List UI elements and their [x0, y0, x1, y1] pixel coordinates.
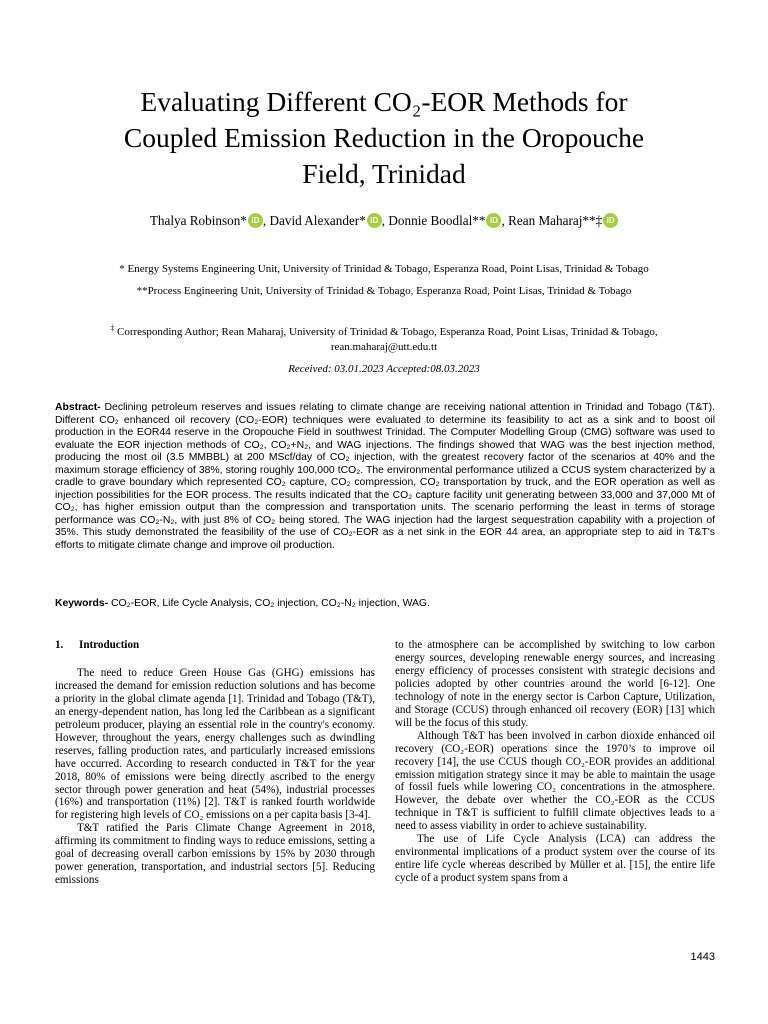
keywords-label: Keywords- — [55, 598, 109, 609]
page-number: 1443 — [690, 951, 715, 963]
author-mark: ** — [472, 213, 486, 228]
corresponding-email[interactable]: rean.maharaj@utt.edu.tt — [330, 341, 438, 353]
section-title: Introduction — [79, 639, 140, 651]
section-heading — [55, 639, 375, 652]
title-line: Field, Trinidad — [302, 158, 466, 189]
author-mark: * — [240, 213, 247, 228]
corresponding-text: Corresponding Author; Rean Maharaj, University of Trinidad & Tobago, Esperanza Road, Point Lisas, Trinidad & Tobago, — [117, 326, 658, 338]
author-name: David Alexander — [269, 213, 360, 228]
paper-title — [60, 84, 708, 192]
corresponding-author — [50, 325, 718, 355]
corresponding-mark: ‡ — [110, 323, 115, 333]
author-mark: * — [359, 213, 366, 228]
paragraph: T&T ratified the Paris Climate Change Agreement in 2018, affirming its commitment to finding ways to reduce emissions, setting a goal of decreasing overall carbon emissions by 15% by 2030 through power generation, transportation, and industrial sectors [5]. Reducing emissions — [55, 822, 375, 887]
title-line: Coupled Emission Reduction in the Oropouche — [123, 122, 645, 153]
abstract-label: Abstract- — [55, 402, 101, 413]
keywords — [55, 597, 715, 610]
author-name: Thalya Robinson — [149, 213, 241, 228]
author-list: Thalya Robinson* iD , David Alexander* iD , Donnie Boodlal** iD , Rean Maharaj**‡ iD — [40, 211, 728, 231]
section-number: 1. — [55, 639, 64, 651]
title-line: Evaluating Different CO₂-EOR Methods for — [140, 86, 628, 117]
author-mark: **‡ — [582, 213, 603, 228]
affiliation: * Energy Systems Engineering Unit, University of Trinidad & Tobago, Esperanza Road, Point Lisas, Trinidad & Tobago — [119, 263, 649, 275]
orcid-icon[interactable]: iD — [486, 213, 501, 228]
paragraph: Although T&T has been involved in carbon dioxide enhanced oil recovery (CO₂-EOR) operations since the 1970’s to improve oil recovery [14], the use CCUS though CO₂-EOR provides an additional emission mitigation strategy since it may be able to maintain the usage of fossil fuels while lowering CO₂ concentrations in the atmosphere. However, the debate over whether the CO₂-EOR as the CCUS technique in T&T is sufficient to fulfill climate objectives leads to a need to assess viability in order to achieve sustainability. — [395, 729, 715, 833]
received-accepted-dates: Received: 03.01.2023 Accepted:08.03.2023 — [288, 363, 480, 375]
orcid-icon[interactable]: iD — [603, 213, 618, 228]
paragraph: The use of Life Cycle Analysis (LCA) can address the environmental implications of a product system over the course of its entire life cycle whereas described by Müller et al. [15], the entire life cycle of a product system spans from a — [395, 833, 715, 885]
paragraph: The need to reduce Green House Gas (GHG) emissions has increased the demand for emission reduction solutions and has become a priority in the global climate agenda [1]. Trinidad and Tobago (T&T), an energy-dependent nation, has long led the Caribbean as a significant petroleum producer, playing an essential role in the country's economy. However, throughout the years, energy challenges such as dwindling reserves, falling production rates, and particularly increased emissions have occurred. According to research conducted in T&T for the year 2018, 80% of emissions were being directly ascribed to the energy sector through power generation and heat (54%), industrial processes (16%) and transportation (11%) [2]. T&T is ranked fourth worldwide for registering high levels of CO₂ emissions on a per capita basis [3-4]. — [55, 666, 375, 822]
abstract-text: Declining petroleum reserves and issues relating to climate change are receiving national attention in Trinidad and Tobago (T&T). Different CO₂ enhanced oil recovery (CO₂-EOR) techniques were evaluated to determine its feasibility to act as a sink and to boost oil production in the EOR44 reserve in the Oropouche Field in southwest Trinidad. The Computer Modelling Group (CMG) software was used to evaluate the EOR injection methods of CO₂, CO₂+N₂, and WAG injections. The findings showed that WAG was the best injection method, producing the most oil (3.5 MMBBL) at 200 MScf/day of CO₂ injection, with the greatest recovery factor of the scenarios at 40% and the maximum storage efficiency of 38%, storing roughly 100,000 tCO₂. The environmental performance utilized a CCUS system characterized by a cradle to grave boundary which represented CO₂ capture, CO₂ compression, CO₂ transportation by truck, and the EOR operation as well as injection possibilities for the EOR process. The results indicated that the CO₂ capture facility unit generating between 33,000 and 37,000 Mt of CO₂, has higher emission output than the compression and transportation units. The scenario performing the least in terms of storage performance was CO₂-N₂, with just 8% of CO₂ being stored. The WAG injection had the largest sequestration capability with a projection of 35%. This study demonstrated the feasibility of the use of CO₂-EOR as a net sink in the EOR 44 area, an appropriate step to aid in T&T's efforts to mitigate climate change and improve oil production. — [55, 402, 715, 552]
author-name: Rean Maharaj — [508, 213, 583, 228]
abstract — [55, 402, 715, 553]
orcid-icon[interactable]: iD — [367, 213, 382, 228]
right-column — [395, 639, 715, 885]
orcid-icon[interactable]: iD — [248, 213, 263, 228]
affiliation: **Process Engineering Unit, University of Trinidad & Tobago, Esperanza Road, Point Lisas, Trinidad & Tobago — [136, 285, 632, 297]
paragraph: to the atmosphere can be accomplished by switching to low carbon energy sources, developing renewable energy sources, and increasing energy efficiency of processes consistent with strategic decisions and policies adopted by other countries around the world [6-12]. One technology of note in the energy sector is Carbon Capture, Utilization, and Storage (CCUS) through enhanced oil recovery (EOR) [13] which will be the focus of this study. — [395, 639, 715, 729]
left-column — [55, 639, 375, 887]
keywords-text: CO₂-EOR, Life Cycle Analysis, CO₂ injection, CO₂-N₂ injection, WAG. — [108, 598, 430, 609]
author-name: Donnie Boodlal — [388, 213, 473, 228]
